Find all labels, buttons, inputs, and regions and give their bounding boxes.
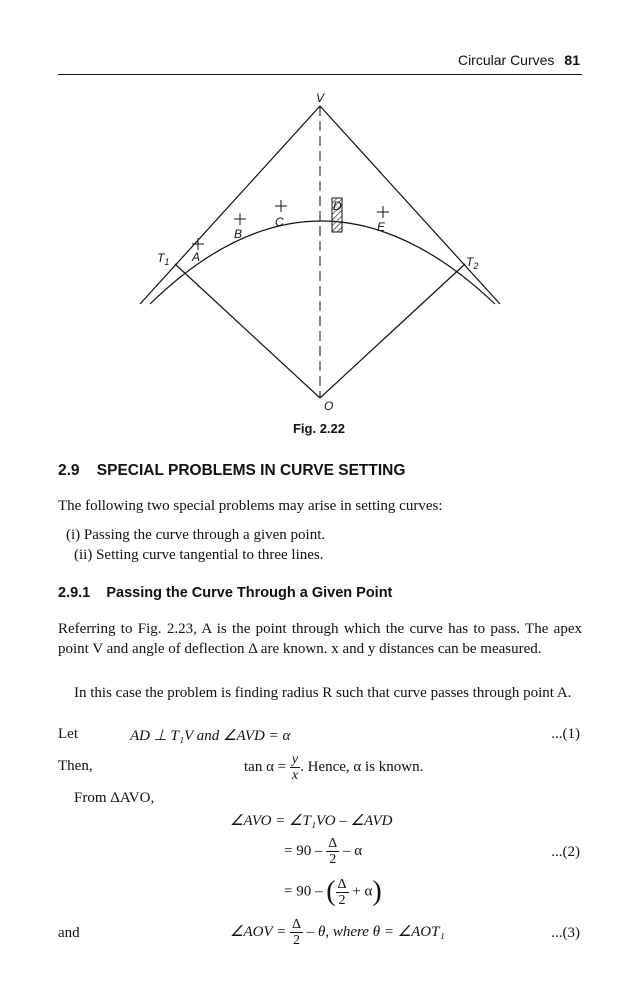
section-number: 2.9 [58,462,80,479]
y-over-x: $\frac{y}{x}$ [291,752,299,783]
equation-2b: = 90 – ( $\frac{\Delta}{2}$ + α) [284,876,382,908]
and-label: and [58,925,80,941]
let-expression: AD ⊥ T₁V and ∠AVD = α [130,728,291,744]
equation-number-2: ...(2) [551,844,580,860]
label-t1: $T_1$ [157,251,170,267]
circular-curve [150,221,495,304]
tangent-left [140,106,320,304]
curve-diagram [130,88,510,418]
subsection-number: 2.9.1 [58,585,91,601]
label-e: E [377,220,386,234]
label-b: B [234,227,243,241]
delta-over-2b: $\frac{\Delta}{2}$ [337,876,347,908]
tangent-right [320,106,500,304]
equation-3: ∠AOV = $\frac{\Delta}{2}$ – θ, where θ = ∠AOT₁ [230,917,445,948]
section-heading [58,462,405,480]
label-c: C [275,215,284,229]
label-o: O [324,399,334,413]
tan-equation: tan α = $\frac{y}{x}$ . Hence, α is known. [244,752,424,783]
avo-equation: ∠AVO = ∠T₁VO – ∠AVD [230,813,393,829]
figure-caption: Fig. 2.22 [292,421,346,436]
radius-right [320,264,465,398]
header-rule [58,74,582,75]
label-d: D [333,199,342,213]
equation-2: = 90 – $\frac{\Delta}{2}$ – α [284,836,363,867]
list-item-2: (ii) Setting curve tangential to three lines. [74,547,324,563]
equation-number-1: ...(1) [551,726,580,742]
then-label: Then, [58,758,93,774]
figure-2-22 [130,88,510,418]
let-label: Let [58,726,78,742]
running-title: Circular Curves [457,52,555,68]
subsection-heading [58,585,392,601]
subsection-title: Passing the Curve Through a Given Point [106,585,393,601]
paragraph-1: Referring to Fig. 2.23, A is the point through which the curve has to pass. The apex point V and angle of deflection Δ are known. x and y distances can be measured. [58,621,582,657]
list-item-1: (i) Passing the curve through a given point. [66,527,326,543]
label-t2: $T_2$ [466,255,479,271]
paragraph-2: In this case the problem is finding radius R such that curve passes through point A. [74,685,572,701]
page-number: 81 [564,52,580,68]
delta-over-2c: $\frac{\Delta}{2}$ [291,917,301,948]
running-head [458,52,580,68]
from-label: From ΔAVO, [74,790,155,806]
delta-over-2: $\frac{\Delta}{2}$ [328,836,338,867]
equation-number-3: ...(3) [551,925,580,941]
label-a: A [192,250,201,264]
radius-left [175,264,320,398]
section-title: SPECIAL PROBLEMS IN CURVE SETTING [96,462,406,479]
label-v: V [316,91,325,105]
section-intro: The following two special problems may arise in setting curves: [58,498,443,514]
